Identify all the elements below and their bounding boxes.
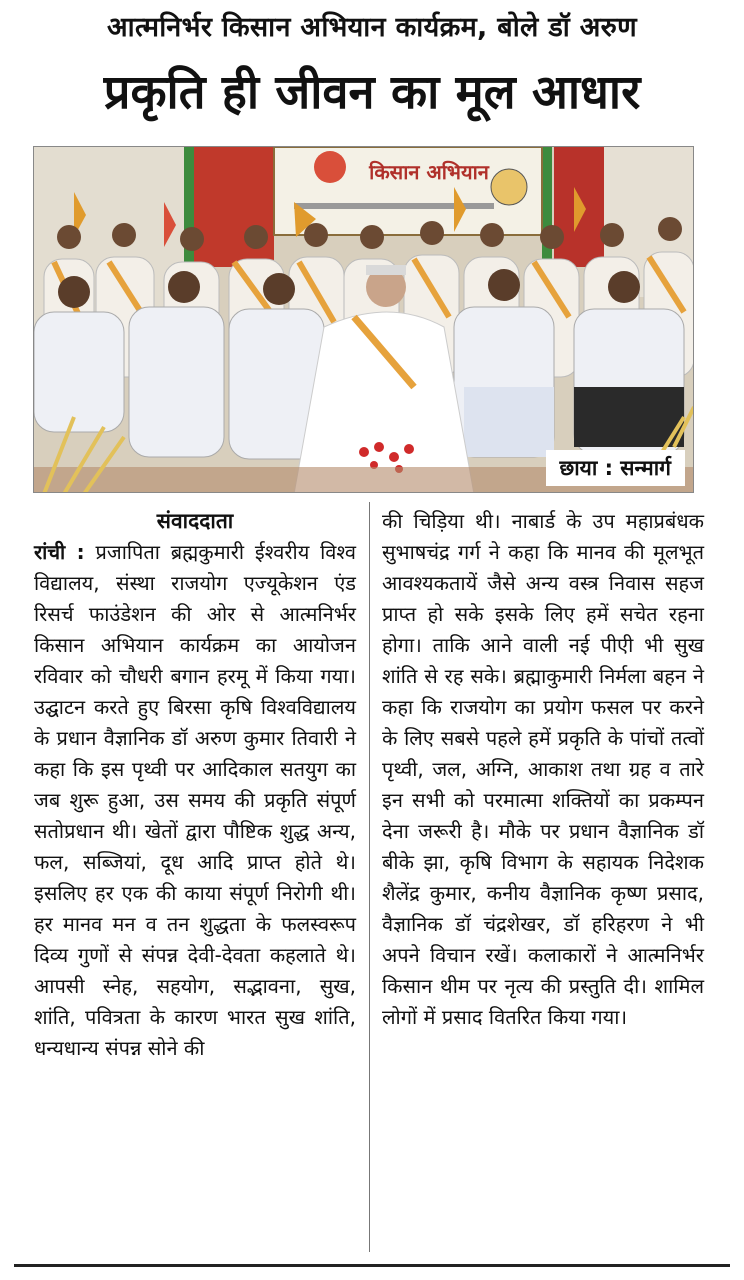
article-column-right [382, 506, 704, 1033]
byline: संवाददाता [156, 509, 234, 533]
body-text-left: प्रजापिता ब्रह्मकुमारी ईश्वरीय विश्व विद्यालय, संस्था राजयोग एज्यूकेशन एंड रिसर्च फाउंडेशन की ओर से आत्मनिर्भर किसान अभियान कार्यक्रम का आयोजन रविवार को चौधरी बगान हरमू में किया गया। उद्घाटन करते हुए बिरसा कृषि विश्वविद्यालय के प्रधान वैज्ञानिक डॉ अरुण कुमार तिवारी ने कहा कि इस पृथ्वी पर आदिकाल सतयुग का जब शुरू हुआ, उस समय की प्रकृति संपूर्ण सतोप्रधान थी। खेतों द्वारा पौष्टिक शुद्ध अन्य, फल, सब्जियां, दूध आदि प्राप्त होते थे। इसलिए हर एक की काया संपूर्ण निरोगी थी। हर मानव मन व तन शुद्धता के फलस्वरूप दिव्य गुणों से संपन्न देवी-देवता कहलाते थे। आपसी स्नेह, सहयोग, सद्भावना, सुख, शांति, पवित्रता के कारण भारत सुख शांति, धन्यधान्य संपन्न सोने की [34, 540, 357, 1060]
kicker-headline: आत्मनिर्भर किसान अभियान कार्यक्रम, बोले डॉ अरुण [107, 12, 637, 43]
column-divider [369, 502, 370, 1252]
article-body-left [34, 537, 356, 1064]
photo-illustration [34, 147, 694, 493]
article-column-left [34, 506, 356, 1064]
main-headline: प्रकृति ही जीवन का मूल आधार [103, 65, 641, 120]
bottom-rule [14, 1264, 730, 1267]
photo-credit: छाया : सन्मार्ग [546, 450, 686, 486]
article-body-right: की चिड़िया थी। नाबार्ड के उप महाप्रबंधक सुभाषचंद्र गर्ग ने कहा कि मानव की मूलभूत आवश्यकतायें जैसे अन्य वस्त्र निवास सहज प्राप्त हो सके इसके लिए हमें सचेत रहना होगा। ताकि आने वाली नई पीएी भी सुख शांति से रह सके। ब्रह्माकुमारी निर्मला बहन ने कहा कि राजयोग का प्रयोग फसल पर करने के लिए सबसे पहले हमें प्रकृति के पांचों तत्वों पृथ्वी, जल, अग्नि, आकाश तथा ग्रह व तारे इन सभी को परमात्मा शक्तियों का प्रकम्पन देना जरूरी है। मौके पर प्रधान वैज्ञानिक डॉ बीके झा, कृषि विभाग के सहायक निदेशक शैलेंद्र कुमार, कनीय वैज्ञानिक कृष्ण प्रसाद, वैज्ञानिक डॉ चंद्रशेखर, डॉ हरिहरण ने भी अपने विचान रखें। कलाकारों ने आत्मनिर्भर किसान थीम पर नृत्य की प्रस्तुति दी। शामिल लोगों में प्रसाद वितरित किया गया। [382, 509, 704, 1029]
banner-text: किसान अभियान [369, 160, 489, 184]
news-photo [33, 146, 694, 493]
dateline: रांची : [34, 540, 85, 564]
